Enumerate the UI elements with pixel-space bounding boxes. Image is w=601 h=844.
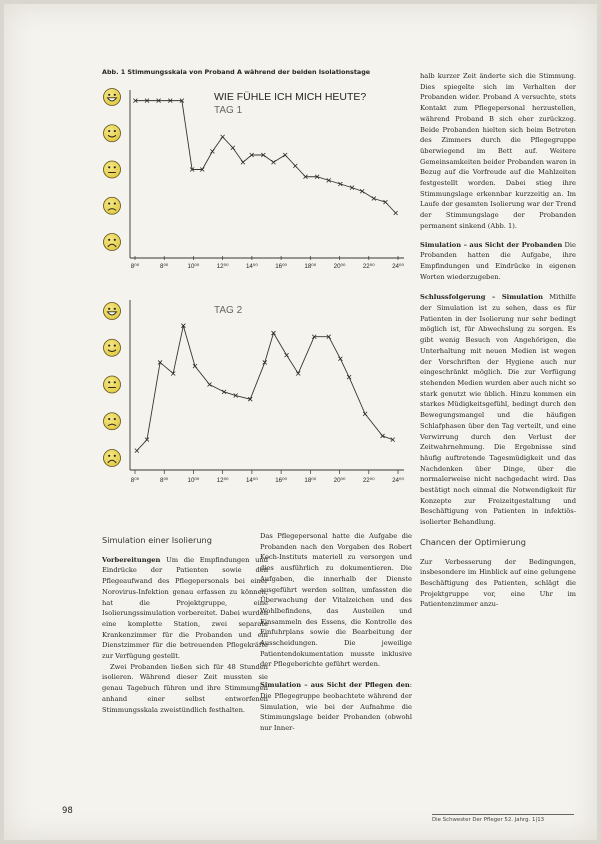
paragraph-text: Mithilfe der Simulation ist zu sehen, dass es für Patienten in der Isolierung nur sehr bedingt möglich ist, für Abwechslung zu sorgen. Es gibt wenig Besuch von Angehörigen, die Unterhaltung mit neuen Medien ist wegen der Vorschriften der Hygiene auch nur eingeschränkt möglich. Die zur Verfügung stehenden Medien wurden aber auch nicht so stark genutzt wie üblich. Hinzu kommen ein starkes Müdigkeitsgefühl, bedingt durch den Bewegungsmangel und die häufigen Schlafphasen über den Tag verteilt, und eine Verwirrung durch den Verlust der Zeitwahrnehmung. Die Ergebnisse sind häufig auftretende Tagesmüdigkeit und das Nachdenken über Dinge, über die normalerweise nicht nachgedacht wird. Das bestätigt noch einmal die Notwendigkeit für Konzepte zur Freizeitgestaltung und Beschäftigung von Patienten in infektiös-isolierter Behandlung. [420, 293, 576, 527]
chart-2-title: TAG 2 [214, 305, 243, 316]
very-sad-smiley-icon [104, 234, 121, 251]
paragraph-lead: Simulation – aus Sicht der Pflegen den [260, 681, 410, 690]
mood-scale-smileys [104, 303, 121, 467]
paragraph: Zwei Probanden ließen sich für 48 Stunden isolieren. Während dieser Zeit mussten sie genau Tagebuch führen und ihre Stimmungen anhand einer selbst entworfenen Stimmungsskala zweistündlich festhalten. [102, 662, 268, 714]
section-heading: Chancen der Optimierung [420, 536, 527, 547]
sad-smiley-icon [104, 197, 121, 214]
paragraph [420, 240, 576, 283]
x-tick-label: 14⁰⁰ [245, 263, 258, 270]
running-footer [432, 817, 574, 823]
paragraph [102, 555, 268, 662]
middle-column [260, 531, 412, 734]
paragraph: Das Pflegepersonal hatte die Aufgabe die Probanden nach den Vorgaben des Robert Koch-Instituts materiell zu versorgen und dies ausführlich zu dokumentieren. Die Aufgaben, die innerhalb der Dienste ausgeführt werden sollten, umfassten die Überwachung der Vitalzeichen und des Wohlbefindens, das Austeilen und Einsammeln des Essens, die Kontrolle des Einfuhrplans sowie die Bearbeitung der Ausscheidungen. Die jeweilige Patientendokumentation musste inklusive der Pflegeberichte geführt werden. [260, 532, 412, 669]
data-point [347, 375, 351, 379]
left-column [102, 535, 268, 715]
very-sad-smiley-icon [104, 450, 121, 467]
paragraph: halb kurzer Zeit änderte sich die Stimmung. Dies spiegelte sich im Verhalten der Probanden wider. Proband A versuchte, stets Kontakt zum Pflegepersonal herzustellen, während Proband B sich eher zurückzog. Beide Probanden hielten sich beim Betreten des Zimmers durch die Pflegegruppe überwiegend im Bett auf. Weitere Gemeinsamkeiten beider Probanden waren in Bezug auf die Vorfreude auf die Mahlzeiten festgestellt worden. Dabei stieg ihre Stimmungslage erkennbar kurzzeitig an. Im Laufe der gesamten Isolierung war der Trend der Stimmungslage der Probanden permanent sinkend (Abb. 1). [420, 72, 576, 230]
data-point [338, 357, 342, 361]
x-ticks [131, 470, 405, 484]
series-line [137, 326, 393, 451]
chart-1-title: TAG 1 [214, 105, 243, 116]
data-point [293, 164, 297, 168]
x-tick-label: 22⁰⁰ [362, 477, 375, 484]
x-tick-label: 8⁰⁰ [130, 477, 140, 484]
x-tick-label: 16⁰⁰ [275, 263, 288, 270]
neutral-smiley-icon [104, 376, 121, 393]
paragraph [420, 292, 576, 527]
running-footer-text: Die Schwester Der Pfleger 52. Jahrg. 1|13 [432, 817, 545, 823]
paragraph: Zur Verbesserung der Bedingungen, insbesondere im Hinblick auf eine gelungene Beschäftigung des Patienten, schlägt die Projektgruppe vor, eine Uhr im Patientenzimmer anzu- [420, 557, 576, 609]
data-point [231, 146, 235, 150]
paragraph-text: Die Probanden hatten die Aufgabe, ihre Empfindungen und Eindrücke in eigenen Worten wiederzugeben. [420, 240, 576, 281]
mood-line-tag-2 [135, 324, 395, 453]
very-happy-smiley-icon [104, 89, 121, 106]
data-point [363, 412, 367, 416]
mood-scale-smileys [104, 89, 121, 251]
data-point [381, 434, 385, 438]
x-tick-label: 12⁰⁰ [216, 263, 229, 270]
footer-rule [432, 814, 574, 815]
x-tick-label: 20⁰⁰ [333, 477, 346, 484]
paragraph-lead: Schlussfolgerung – Simulation [420, 293, 543, 302]
paragraph-text: : Die Pflegegruppe beobachtete während der Simulation, wie bei der Aufnahme die Stimmungslage beider Probanden (obwohl nur Inner- [260, 681, 412, 732]
neutral-smiley-icon [104, 161, 121, 178]
data-point [285, 353, 289, 357]
x-tick-label: 18⁰⁰ [304, 263, 317, 270]
x-tick-label: 22⁰⁰ [362, 263, 375, 270]
data-point [135, 449, 139, 453]
x-tick-label: 8⁰⁰ [160, 263, 169, 270]
x-tick-label: 18⁰⁰ [304, 477, 317, 484]
data-point [221, 135, 225, 139]
x-tick-label: 24⁰⁰ [392, 477, 404, 484]
data-point [210, 149, 214, 153]
happy-smiley-icon [104, 125, 121, 142]
paragraph-lead: Simulation – aus Sicht der Probanden [420, 240, 563, 249]
data-point [208, 383, 212, 387]
happy-smiley-icon [104, 339, 121, 356]
x-tick-label: 14⁰⁰ [245, 477, 258, 484]
x-tick-label: 8⁰⁰ [160, 477, 169, 484]
data-point [360, 189, 364, 193]
x-tick-label: 10⁰⁰ [187, 477, 200, 484]
data-point [271, 160, 275, 164]
paragraph-text: Um die Empfindungen und Eindrücke der Patienten sowie den Pflegeaufwand des Pflegepersonals bei einer Norovirus-Infektion genau erfassen zu können, hat die Projektgruppe, eine Isolierungssimulation vorbereitet. Dabei wurden eine komplette Station, zwei separate Krankenzimmer für die Probanden und ein Dienstzimmer für die betreuenden Pflegekräfte zur Verfügung gestellt. [102, 555, 268, 661]
data-point [391, 438, 395, 442]
figure-caption: Abb. 1 Stimmungsskala von Proband A während der beiden Isolationstage [102, 68, 371, 76]
data-point [241, 160, 245, 164]
data-point [283, 153, 287, 157]
x-tick-label: 16⁰⁰ [275, 477, 288, 484]
chart-tag-1 [104, 89, 405, 271]
mood-line-tag-1 [133, 99, 397, 215]
x-tick-label: 8⁰⁰ [130, 263, 140, 270]
page-number: 98 [62, 806, 73, 816]
paragraph [260, 680, 412, 734]
chart-tag-2 [104, 300, 405, 484]
paragraph-lead: Vorbereitungen [102, 555, 161, 564]
x-tick-label: 10⁰⁰ [187, 263, 200, 270]
very-happy-smiley-icon [104, 303, 121, 320]
x-tick-label: 20⁰⁰ [333, 263, 346, 270]
data-point [394, 211, 398, 215]
journal-page [4, 4, 597, 840]
section-heading: Simulation einer Isolierung [102, 535, 212, 545]
x-tick-label: 12⁰⁰ [216, 477, 229, 484]
sad-smiley-icon [104, 413, 121, 430]
x-tick-label: 24⁰⁰ [392, 263, 404, 270]
right-column [420, 71, 576, 610]
data-point [296, 371, 300, 375]
chart-main-title: WIE FÜHLE ICH MICH HEUTE? [214, 91, 367, 103]
